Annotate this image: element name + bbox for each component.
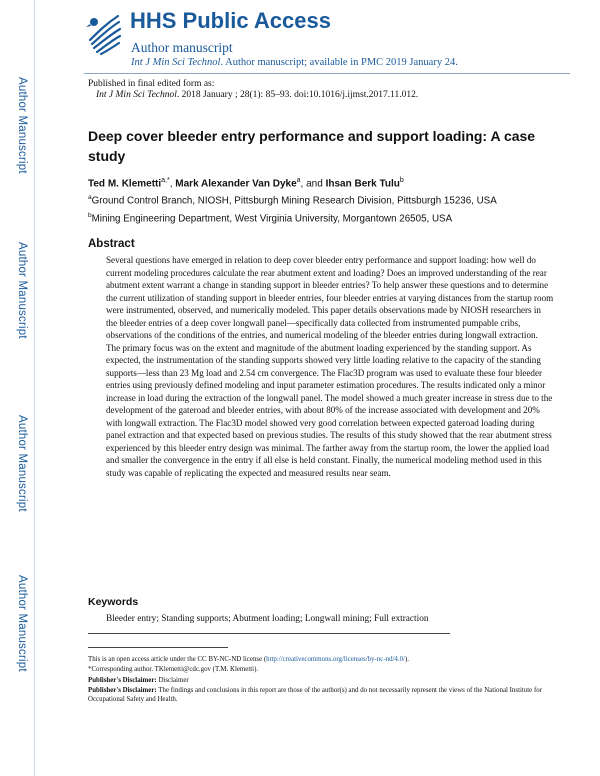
keywords-heading: Keywords (88, 596, 139, 608)
footnote-divider (88, 647, 228, 648)
author-separator: , and (300, 178, 326, 190)
abstract-heading: Abstract (88, 238, 135, 250)
header-divider (84, 73, 570, 74)
author-affiliation-marker: a,* (161, 177, 170, 184)
author-manuscript-subtitle: Author manuscript (131, 40, 233, 55)
corresponding-author-footnote: *Corresponding author. TKlemetti@cdc.gov (T.M. Klemetti). (88, 666, 259, 673)
affiliation-marker: b (88, 212, 92, 219)
citation-line (96, 90, 418, 100)
author-name: Ted M. Klemetti (88, 178, 162, 190)
keywords-divider (88, 633, 450, 634)
license-link[interactable]: http://creativecommons.org/licenses/by-nc-nd/4.0/ (266, 656, 405, 663)
author-manuscript-sidebar-label: Author Manuscript (16, 76, 28, 174)
hhs-eagle-logo-icon (84, 10, 124, 56)
author-manuscript-sidebar-label: Author Manuscript (16, 414, 28, 512)
journal-name: Int J Min Sci Technol (131, 57, 221, 68)
published-in-label: Published in final edited form as: (88, 79, 215, 89)
affiliation (88, 212, 452, 224)
citation-details: . 2018 January ; 28(1): 85–93. doi:10.1016/j.ijmst.2017.11.012. (176, 90, 419, 100)
availability-text: . Author manuscript; available in PMC 2019 January 24. (220, 57, 458, 68)
disclaimer-text: Disclaimer (156, 677, 189, 684)
publisher-disclaimer (88, 676, 568, 685)
publisher-disclaimer (88, 686, 568, 704)
disclaimer-label: Publisher's Disclaimer: (88, 677, 157, 684)
author-name: Ihsan Berk Tulu (325, 178, 400, 190)
affiliation-marker: a (88, 194, 92, 201)
abstract-text: Several questions have emerged in relation to deep cover bleeder entry performance and support loading: how well do current modeling procedures calculate the rear abutment extent and loading? Does an improved understanding of the rear abutment extent warrant a change in standing support in bleeder entries? To help answer these questions and to determine the current utilization of standing support in bleeder entries, four bleeder entries at varying distances from the startup room were instrumented, observed, and numerically modeled. This paper details observations made by NIOSH researchers in the bleeder entries of a deep cover longwall panel—specifically data collected from instrumented pumpable cribs, observations of the conditions of the entries, and numerical modeling of the bleeder entries during longwall extraction. The primary focus was on the extent and magnitude of the abutment loading experienced by the standing support. As expected, the instrumentation of the standing supports showed very little loading relative to the capacity of the standing supports—less than 23 Mg load and 2.54 cm convergence. The Flac3D program was used to evaluate these four bleeder entries using previously defined modeling and input parameter estimation procedures. The results indicated only a minor increase in load during the extraction of the longwall panel. The model showed a much greater increase in stress due to the development of the gateroad and bleeder entries, with about 80% of the increase associated with development and 20% with longwall extraction. The Flac3D model showed very good correlation between expected gateroad loading during panel extraction and that expected based on previous studies. The results of this study showed that the rear abutment stress experienced by this bleeder entry design was minimal. The farther away from the startup room, the lower the applied load and smaller the convergence in the entry if all else is held constant. Finally, the numerical modeling method used in this study was capable of replicating the expected and measured results near seam. (106, 255, 554, 478)
license-footnote (88, 655, 568, 664)
citation-journal: Int J Min Sci Technol (96, 90, 177, 100)
author-manuscript-sidebar-label: Author Manuscript (16, 241, 28, 339)
sidebar-divider (34, 0, 35, 776)
affiliation-text: Ground Control Branch, NIOSH, Pittsburgh Mining Research Division, Pittsburgh 15236, USA (91, 195, 497, 207)
disclaimer-text: The findings and conclusions in this report are those of the author(s) and do not necessarily represent the views of the National Institute for Occupational Safety and Health. (88, 687, 542, 703)
author-affiliation-marker: b (399, 177, 404, 184)
author-list (88, 177, 404, 189)
affiliation-text: Mining Engineering Department, West Virginia University, Morgantown 26505, USA (91, 213, 453, 225)
disclaimer-label: Publisher's Disclaimer: (88, 687, 157, 694)
affiliation (88, 194, 497, 206)
license-prefix: This is an open access article under the CC BY-NC-ND license ( (88, 656, 267, 663)
keywords-text: Bleeder entry; Standing supports; Abutment loading; Longwall mining; Full extraction (106, 614, 429, 624)
author-affiliation-marker: a (296, 177, 301, 184)
hhs-public-access-title: HHS Public Access (130, 8, 331, 33)
license-suffix: ). (404, 656, 409, 663)
author-manuscript-sidebar-label: Author Manuscript (16, 574, 28, 672)
article-title: Deep cover bleeder entry performance and support loading: A case study (88, 128, 536, 164)
author-name: Mark Alexander Van Dyke (175, 178, 297, 190)
availability-line (131, 57, 458, 68)
author-separator: , (169, 178, 176, 190)
